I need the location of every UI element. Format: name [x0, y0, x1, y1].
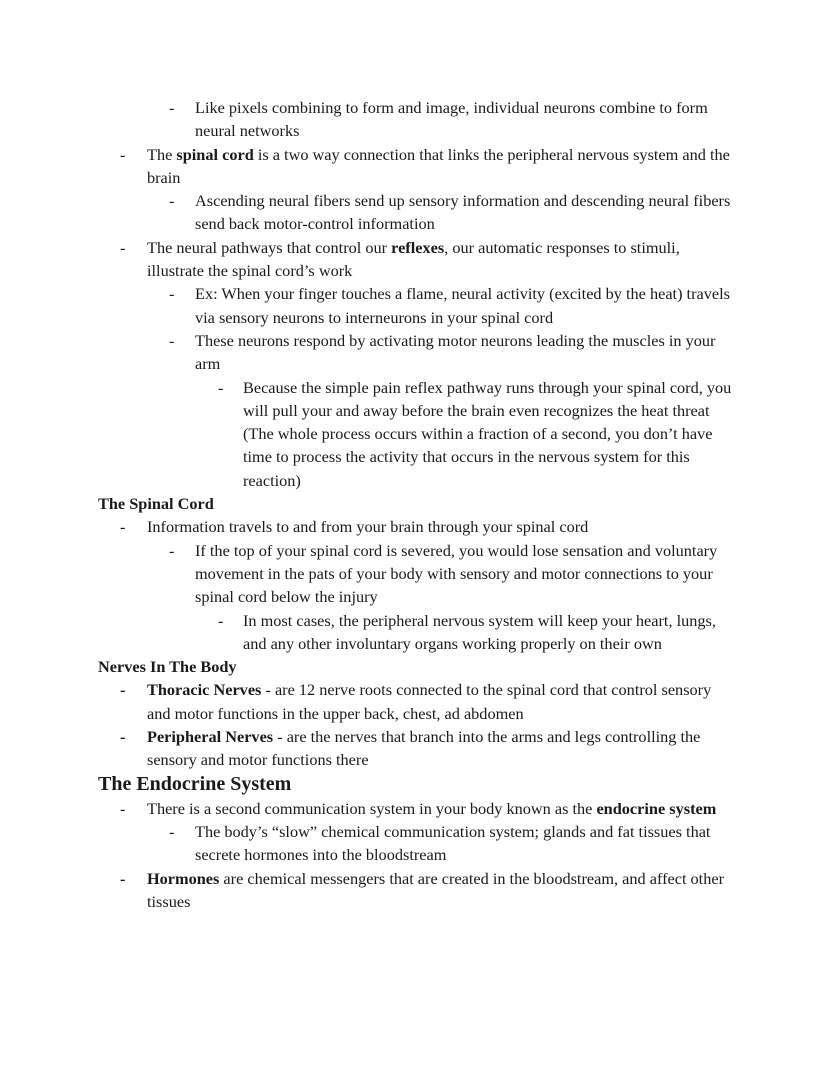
bold-term: Peripheral Nerves	[147, 727, 274, 747]
item-text: Because the simple pain reflex pathway runs through your spinal cord, you will pull your and away before the brain even recognizes the heat threat (The whole process occurs within a fraction of a second, you don’t have time to process the activity that occurs in the nervous system for this reaction)	[243, 377, 732, 490]
list-item	[120, 867, 737, 914]
list-item	[120, 797, 737, 820]
item-text: Ex: When your finger touches a flame, neural activity (excited by the heat) travels via sensory neurons to interneurons in your spinal cord	[195, 284, 730, 327]
bold-term: reflexes	[391, 237, 445, 257]
list-item	[218, 376, 735, 492]
item-text	[147, 238, 680, 280]
bullet-dash: -	[120, 517, 126, 537]
bullet-dash: -	[169, 821, 175, 841]
bullet-dash: -	[120, 868, 126, 888]
bold-term: endocrine system	[596, 798, 717, 818]
item-text: If the top of your spinal cord is severed, you would lose sensation and voluntary movement in the pats of your body with sensory and motor connections to your spinal cord below the injury	[195, 540, 718, 607]
item-text	[147, 680, 711, 722]
item-text: These neurons respond by activating motor neurons leading the muscles in your arm	[195, 330, 716, 374]
text-run: The	[147, 144, 177, 164]
bullet-dash: -	[169, 540, 175, 560]
list-item	[169, 329, 740, 376]
item-text	[147, 727, 700, 769]
list-item	[169, 539, 740, 609]
bold-term: spinal cord	[176, 144, 254, 164]
bullet-dash: -	[120, 727, 126, 747]
bold-term: Hormones	[147, 868, 220, 888]
list-item	[120, 515, 737, 538]
bullet-dash: -	[169, 191, 175, 211]
text-run: are chemical messengers that are created in the bloodstream, and affect other tissues	[147, 868, 724, 911]
list-item	[169, 189, 740, 236]
section-heading-nerves: Nerves In The Body	[98, 657, 237, 677]
text-run: is a two way connection that links the peripheral nervous system and the brain	[147, 144, 730, 187]
bullet-dash: -	[218, 377, 224, 397]
bullet-dash: -	[169, 284, 175, 304]
text-run: , our automatic responses to stimuli, illustrate the spinal cord’s work	[147, 237, 680, 281]
section-heading-spinal-cord: The Spinal Cord	[98, 494, 214, 514]
list-item	[169, 282, 740, 329]
document-page	[0, 96, 828, 913]
text-run: - are the nerves that branch into the arms and legs controlling the sensory and motor functions there	[147, 727, 701, 770]
bullet-dash: -	[218, 610, 224, 630]
bullet-dash: -	[169, 98, 175, 117]
list-item	[120, 678, 737, 725]
text-run: - are 12 nerve roots connected to the spinal cord that control sensory and motor functions in the upper back, chest, ad abdomen	[147, 680, 712, 723]
section-heading-endocrine: The Endocrine System	[98, 772, 292, 795]
item-text: In most cases, the peripheral nervous system will keep your heart, lungs, and any other involuntary organs working properly on their own	[243, 610, 716, 653]
bullet-dash: -	[120, 237, 126, 257]
list-item	[169, 96, 740, 143]
bullet-dash: -	[120, 680, 126, 700]
item-text: The body’s “slow” chemical communication system; glands and fat tissues that secrete hormones into the bloodstream	[195, 821, 711, 865]
text-run: The neural pathways that control our	[147, 237, 392, 257]
list-item	[120, 725, 737, 772]
item-text: Ascending neural fibers send up sensory information and descending neural fibers send back motor-control information	[195, 191, 731, 234]
list-item	[169, 820, 740, 867]
list-item	[120, 143, 737, 190]
item-text: Information travels to and from your brain through your spinal cord	[147, 517, 589, 537]
item-text	[147, 145, 730, 187]
bullet-dash: -	[169, 330, 175, 350]
list-item	[218, 609, 735, 656]
item-text	[147, 869, 724, 911]
bullet-dash: -	[120, 144, 126, 164]
item-text: Like pixels combining to form and image, individual neurons combine to form neural networks	[195, 98, 708, 141]
list-item	[120, 236, 737, 283]
bold-term: Thoracic Nerves	[147, 680, 262, 700]
item-text	[147, 799, 716, 818]
bullet-dash: -	[120, 798, 126, 818]
text-run: There is a second communication system in your body known as the	[147, 798, 597, 818]
